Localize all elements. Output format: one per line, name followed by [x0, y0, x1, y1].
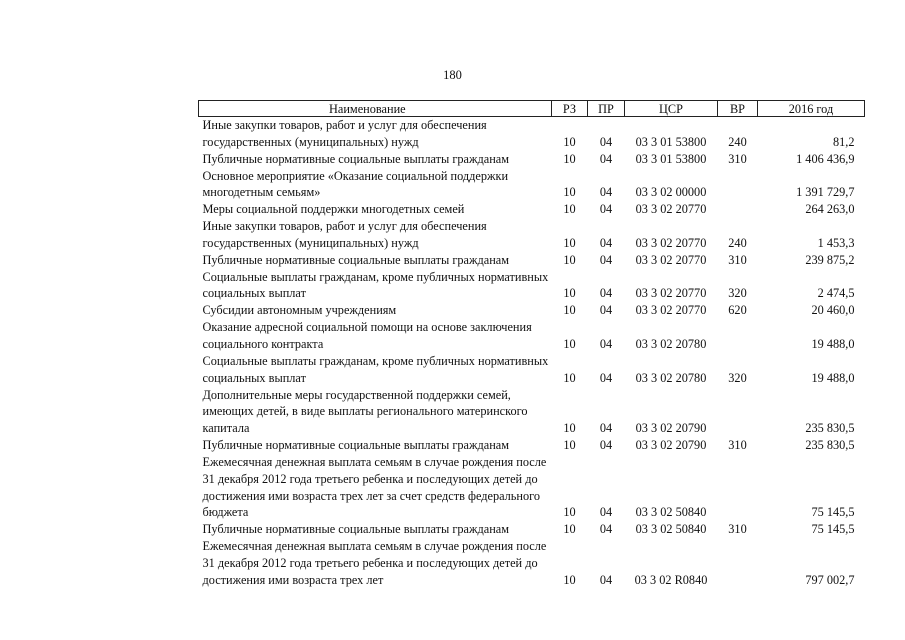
page-number: 180 — [443, 68, 462, 82]
row-value: 75 145,5 — [811, 505, 855, 520]
row-rz: 10 — [563, 421, 576, 436]
row-vr: 320 — [728, 370, 747, 385]
row-pr: 04 — [599, 522, 613, 537]
row-csr: 03 3 02 50840 — [635, 522, 707, 537]
row-csr: 03 3 02 20780 — [635, 370, 707, 385]
row-rz: 10 — [563, 286, 576, 301]
table-row — [199, 269, 865, 303]
table-row — [199, 168, 865, 202]
row-pr: 04 — [599, 303, 613, 318]
row-value: 797 002,7 — [805, 572, 855, 587]
row-rz: 10 — [563, 336, 576, 351]
header-rz: РЗ — [552, 101, 588, 117]
row-csr: 03 3 02 20770 — [635, 286, 707, 301]
row-vr: 620 — [728, 303, 747, 318]
row-vr: 310 — [728, 252, 747, 267]
row-vr — [718, 201, 758, 218]
table-row — [199, 151, 865, 168]
row-vr: 320 — [728, 286, 747, 301]
row-value: 2 474,5 — [817, 286, 855, 301]
row-name: Публичные нормативные социальные выплаты гражданам — [202, 522, 510, 537]
budget-table — [198, 100, 865, 589]
row-csr: 03 3 02 20790 — [635, 421, 707, 436]
row-rz: 10 — [563, 572, 576, 587]
row-csr: 03 3 01 53800 — [635, 151, 707, 166]
row-csr: 03 3 02 20770 — [635, 252, 707, 267]
row-rz: 10 — [563, 438, 576, 453]
row-name: Ежемесячная денежная выплата семьям в случае рождения после 31 декабря 2012 года третьего ребенка и последующих детей до достижения ими возраста трех лет — [202, 539, 547, 587]
row-name: Социальные выплаты гражданам, кроме публичных нормативных социальных выплат — [202, 269, 549, 301]
row-rz: 10 — [563, 252, 576, 267]
table-row — [199, 218, 865, 252]
row-rz: 10 — [563, 235, 576, 250]
row-value: 235 830,5 — [805, 438, 855, 453]
table-row — [199, 353, 865, 387]
table-row — [199, 252, 865, 269]
row-pr: 04 — [599, 235, 613, 250]
table-row — [199, 201, 865, 218]
row-csr: 03 3 02 20780 — [635, 336, 707, 351]
row-value: 264 263,0 — [805, 202, 855, 217]
row-value: 1 453,3 — [817, 235, 855, 250]
header-name: Наименование — [199, 101, 552, 117]
row-csr: 03 3 02 50840 — [635, 505, 707, 520]
row-vr — [718, 538, 758, 589]
row-rz: 10 — [563, 370, 576, 385]
row-csr: 03 3 02 20790 — [635, 438, 707, 453]
row-value: 20 460,0 — [811, 303, 855, 318]
row-vr: 310 — [728, 151, 747, 166]
table-row — [199, 117, 865, 151]
table-header — [199, 101, 865, 117]
table-row — [199, 302, 865, 319]
row-value: 81,2 — [832, 134, 855, 149]
row-name: Социальные выплаты гражданам, кроме публичных нормативных социальных выплат — [202, 353, 549, 385]
row-csr: 03 3 02 00000 — [635, 185, 707, 200]
row-name: Основное мероприятие «Оказание социальной поддержки многодетным семьям» — [202, 168, 509, 200]
row-vr — [718, 387, 758, 438]
row-name: Оказание адресной социальной помощи на основе заключения социального контракта — [202, 320, 532, 351]
header-year: 2016 год — [758, 101, 865, 117]
row-csr: 03 3 02 20770 — [635, 202, 707, 217]
row-value: 239 875,2 — [805, 252, 855, 267]
row-vr — [718, 319, 758, 353]
table-row — [199, 437, 865, 454]
table-row — [199, 521, 865, 538]
row-pr: 04 — [599, 438, 613, 453]
row-value: 1 391 729,7 — [796, 185, 855, 200]
row-name: Публичные нормативные социальные выплаты гражданам — [202, 252, 510, 267]
row-vr: 240 — [728, 235, 747, 250]
row-pr: 04 — [599, 572, 613, 587]
row-vr — [718, 168, 758, 202]
row-value: 19 488,0 — [811, 370, 855, 385]
row-value: 235 830,5 — [805, 421, 855, 436]
row-vr: 310 — [728, 522, 747, 537]
row-value: 75 145,5 — [811, 522, 855, 537]
header-pr: ПР — [588, 101, 625, 117]
row-pr: 04 — [599, 185, 613, 200]
row-pr: 04 — [599, 202, 613, 217]
row-pr: 04 — [599, 286, 613, 301]
row-rz: 10 — [563, 151, 576, 166]
row-csr: 03 3 01 53800 — [635, 134, 707, 149]
header-vr: ВР — [718, 101, 758, 117]
row-name: Субсидии автономным учреждениям — [202, 303, 397, 318]
row-rz: 10 — [563, 134, 576, 149]
table-row — [199, 319, 865, 353]
row-rz: 10 — [563, 303, 576, 318]
row-name: Ежемесячная денежная выплата семьям в случае рождения после 31 декабря 2012 года третьего ребенка и последующих детей до достижения ими возраста трех лет за счет средств федерального бюджета — [202, 454, 547, 520]
row-value: 1 406 436,9 — [796, 151, 855, 166]
row-pr: 04 — [599, 370, 613, 385]
table-row — [199, 387, 865, 438]
row-name: Публичные нормативные социальные выплаты гражданам — [202, 151, 510, 166]
row-name: Иные закупки товаров, работ и услуг для обеспечения государственных (муниципальных) нужд — [202, 219, 487, 250]
row-csr: 03 3 02 20770 — [635, 235, 707, 250]
row-name: Иные закупки товаров, работ и услуг для обеспечения государственных (муниципальных) нужд — [202, 118, 487, 149]
row-pr: 04 — [599, 252, 613, 267]
row-pr: 04 — [599, 421, 613, 436]
row-rz: 10 — [563, 505, 576, 520]
table-row — [199, 454, 865, 521]
header-csr: ЦСР — [625, 101, 718, 117]
row-name: Публичные нормативные социальные выплаты гражданам — [202, 438, 510, 453]
row-pr: 04 — [599, 336, 613, 351]
row-vr: 310 — [728, 438, 747, 453]
row-rz: 10 — [563, 522, 576, 537]
row-vr: 240 — [728, 134, 747, 149]
row-pr: 04 — [599, 151, 613, 166]
row-name: Дополнительные меры государственной поддержки семей, имеющих детей, в виде выплаты регионального материнского капитала — [202, 387, 528, 436]
table-body — [199, 117, 865, 589]
row-csr: 03 3 02 R0840 — [634, 572, 708, 587]
row-pr: 04 — [599, 505, 613, 520]
row-pr: 04 — [599, 134, 613, 149]
table-row — [199, 538, 865, 589]
row-vr — [718, 454, 758, 521]
row-csr: 03 3 02 20770 — [635, 303, 707, 318]
row-rz: 10 — [563, 202, 576, 217]
row-name: Меры социальной поддержки многодетных семей — [202, 202, 465, 217]
row-rz: 10 — [563, 185, 576, 200]
row-value: 19 488,0 — [811, 336, 855, 351]
